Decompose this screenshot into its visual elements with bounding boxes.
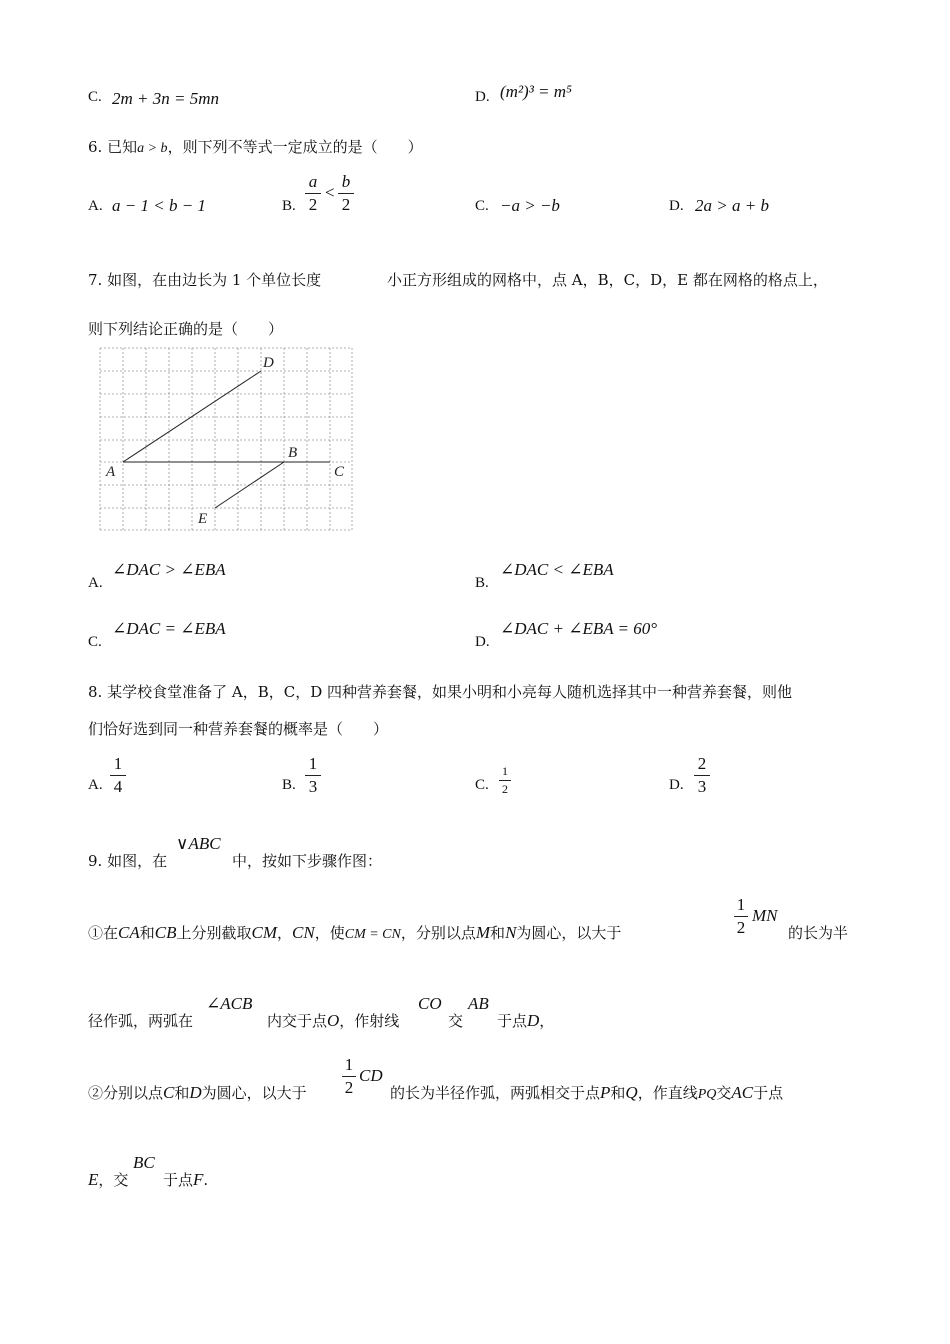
point-label-d: D — [263, 355, 274, 371]
q8-option-b-label: B. — [282, 777, 296, 793]
q9-step1-line1: ①在CA和CB上分别截取CM，CN，使CM = CN，分别以点M和N为圆心，以大于 — [88, 923, 622, 942]
q9-ray-co: CO — [418, 994, 442, 1013]
q9-stem — [88, 850, 167, 871]
q6-option-d-label: D. — [669, 198, 684, 214]
q8-option-a-frac: 1 4 — [110, 754, 126, 797]
q8-stem-line2: 们恰好选到同一种营养套餐的概率是（ ） — [88, 720, 389, 738]
q9-segment-ab: AB — [468, 994, 489, 1013]
q5-option-d-expr: (m²)³ = m⁵ — [500, 82, 572, 101]
q6-stem-post: ，则下列不等式一定成立的是（ ） — [167, 138, 423, 156]
q6-option-a-expr: a − 1 < b − 1 — [112, 196, 206, 215]
q9-half-mn-frac: 1 2 — [734, 895, 748, 938]
q9-number: 9. — [88, 852, 103, 870]
q7-option-b-expr: ∠DAC < ∠EBA — [500, 560, 614, 579]
q9-step2-line1b: 的长为半径作弧，两弧相交于点P和Q，作直线PQ交AC于点 — [390, 1083, 784, 1102]
q8-number: 8. — [88, 683, 103, 701]
q9-angle-acb: ∠ACB — [206, 994, 253, 1013]
point-label-a: A — [106, 464, 116, 480]
q7-option-b-label: B. — [475, 575, 489, 591]
q6-option-b-label: B. — [282, 198, 296, 214]
point-label-b: B — [288, 445, 298, 461]
q8-stem-text: 某学校食堂准备了 A，B，C，D 四种营养套餐，如果小明和小亮每人随机选择其中一种营养套餐，则他 — [107, 683, 792, 701]
q8-option-c-frac: 1 2 — [499, 764, 511, 797]
q9-mn: MN — [752, 906, 778, 925]
q9-step1-line2c: 于点D， — [497, 1011, 555, 1030]
q7-option-d-expr: ∠DAC + ∠EBA = 60° — [500, 619, 658, 638]
q9-step2-line1: ②分别以点C和D为圆心，以大于 — [88, 1083, 307, 1102]
q8-option-b-frac: 1 3 — [305, 754, 321, 797]
q6-stem — [88, 136, 423, 157]
point-label-e: E — [198, 511, 208, 527]
q8-option-c-label: C. — [475, 777, 489, 793]
q6-option-c-expr: −a > −b — [500, 196, 560, 215]
q9-step2-line2b: 于点F. — [163, 1170, 209, 1189]
q9-step1-line2: 径作弧，两弧在 — [88, 1012, 194, 1030]
q7-option-a-label: A. — [88, 575, 103, 591]
q9-step1-line2b: 内交于点O，作射线 — [267, 1011, 400, 1030]
q6-condition: a > b — [137, 141, 168, 156]
q7-stem-part2: 小正方形组成的网格中，点 A，B，C，D，E 都在网格的格点上， — [387, 271, 828, 289]
q7-stem-part1: 如图，在由边长为 1 个单位长度 — [107, 271, 322, 289]
q8-stem-line1 — [88, 681, 792, 702]
q9-step1-jiao: 交 — [448, 1012, 464, 1030]
q8-option-d-label: D. — [669, 777, 684, 793]
q9-step2-line2: E，交 — [88, 1170, 129, 1189]
point-label-c: C — [334, 464, 345, 480]
q9-half-cd-frac: 1 2 — [342, 1055, 356, 1098]
q7-option-d-label: D. — [475, 634, 490, 650]
q6-option-d-expr: 2a > a + b — [695, 196, 769, 215]
q6-stem-pre: 已知 — [107, 138, 138, 156]
q9-step1-end: 的长为半 — [788, 924, 849, 942]
q6-option-b-frac-right: b 2 — [338, 172, 354, 215]
q9-stem-post: 中，按如下步骤作图： — [232, 852, 383, 870]
q8-option-d-frac: 2 3 — [694, 754, 710, 797]
q6-option-a-label: A. — [88, 198, 103, 214]
q9-segment-bc: BC — [133, 1153, 155, 1172]
q7-stem-line2: 则下列结论正确的是（ ） — [88, 320, 284, 338]
q5-option-c-label: C. — [88, 89, 102, 105]
q9-stem-pre: 如图，在 — [107, 852, 168, 870]
q5-option-d-label: D. — [475, 89, 490, 105]
q9-triangle: ∨ABC — [176, 834, 221, 853]
q6-option-b-relation: < — [325, 183, 335, 202]
q6-option-b-frac-left: a 2 — [305, 172, 321, 215]
q9-cd: CD — [359, 1066, 383, 1085]
q6-number: 6. — [88, 138, 103, 156]
q7-option-c-label: C. — [88, 634, 102, 650]
q8-option-a-label: A. — [88, 777, 103, 793]
q7-grid-figure — [95, 345, 357, 533]
q7-option-a-expr: ∠DAC > ∠EBA — [112, 560, 226, 579]
q7-number: 7. — [88, 271, 103, 289]
q6-option-c-label: C. — [475, 198, 489, 214]
q7-stem-line1 — [88, 269, 321, 290]
q5-option-c-expr: 2m + 3n = 5mn — [112, 89, 219, 108]
q7-option-c-expr: ∠DAC = ∠EBA — [112, 619, 226, 638]
